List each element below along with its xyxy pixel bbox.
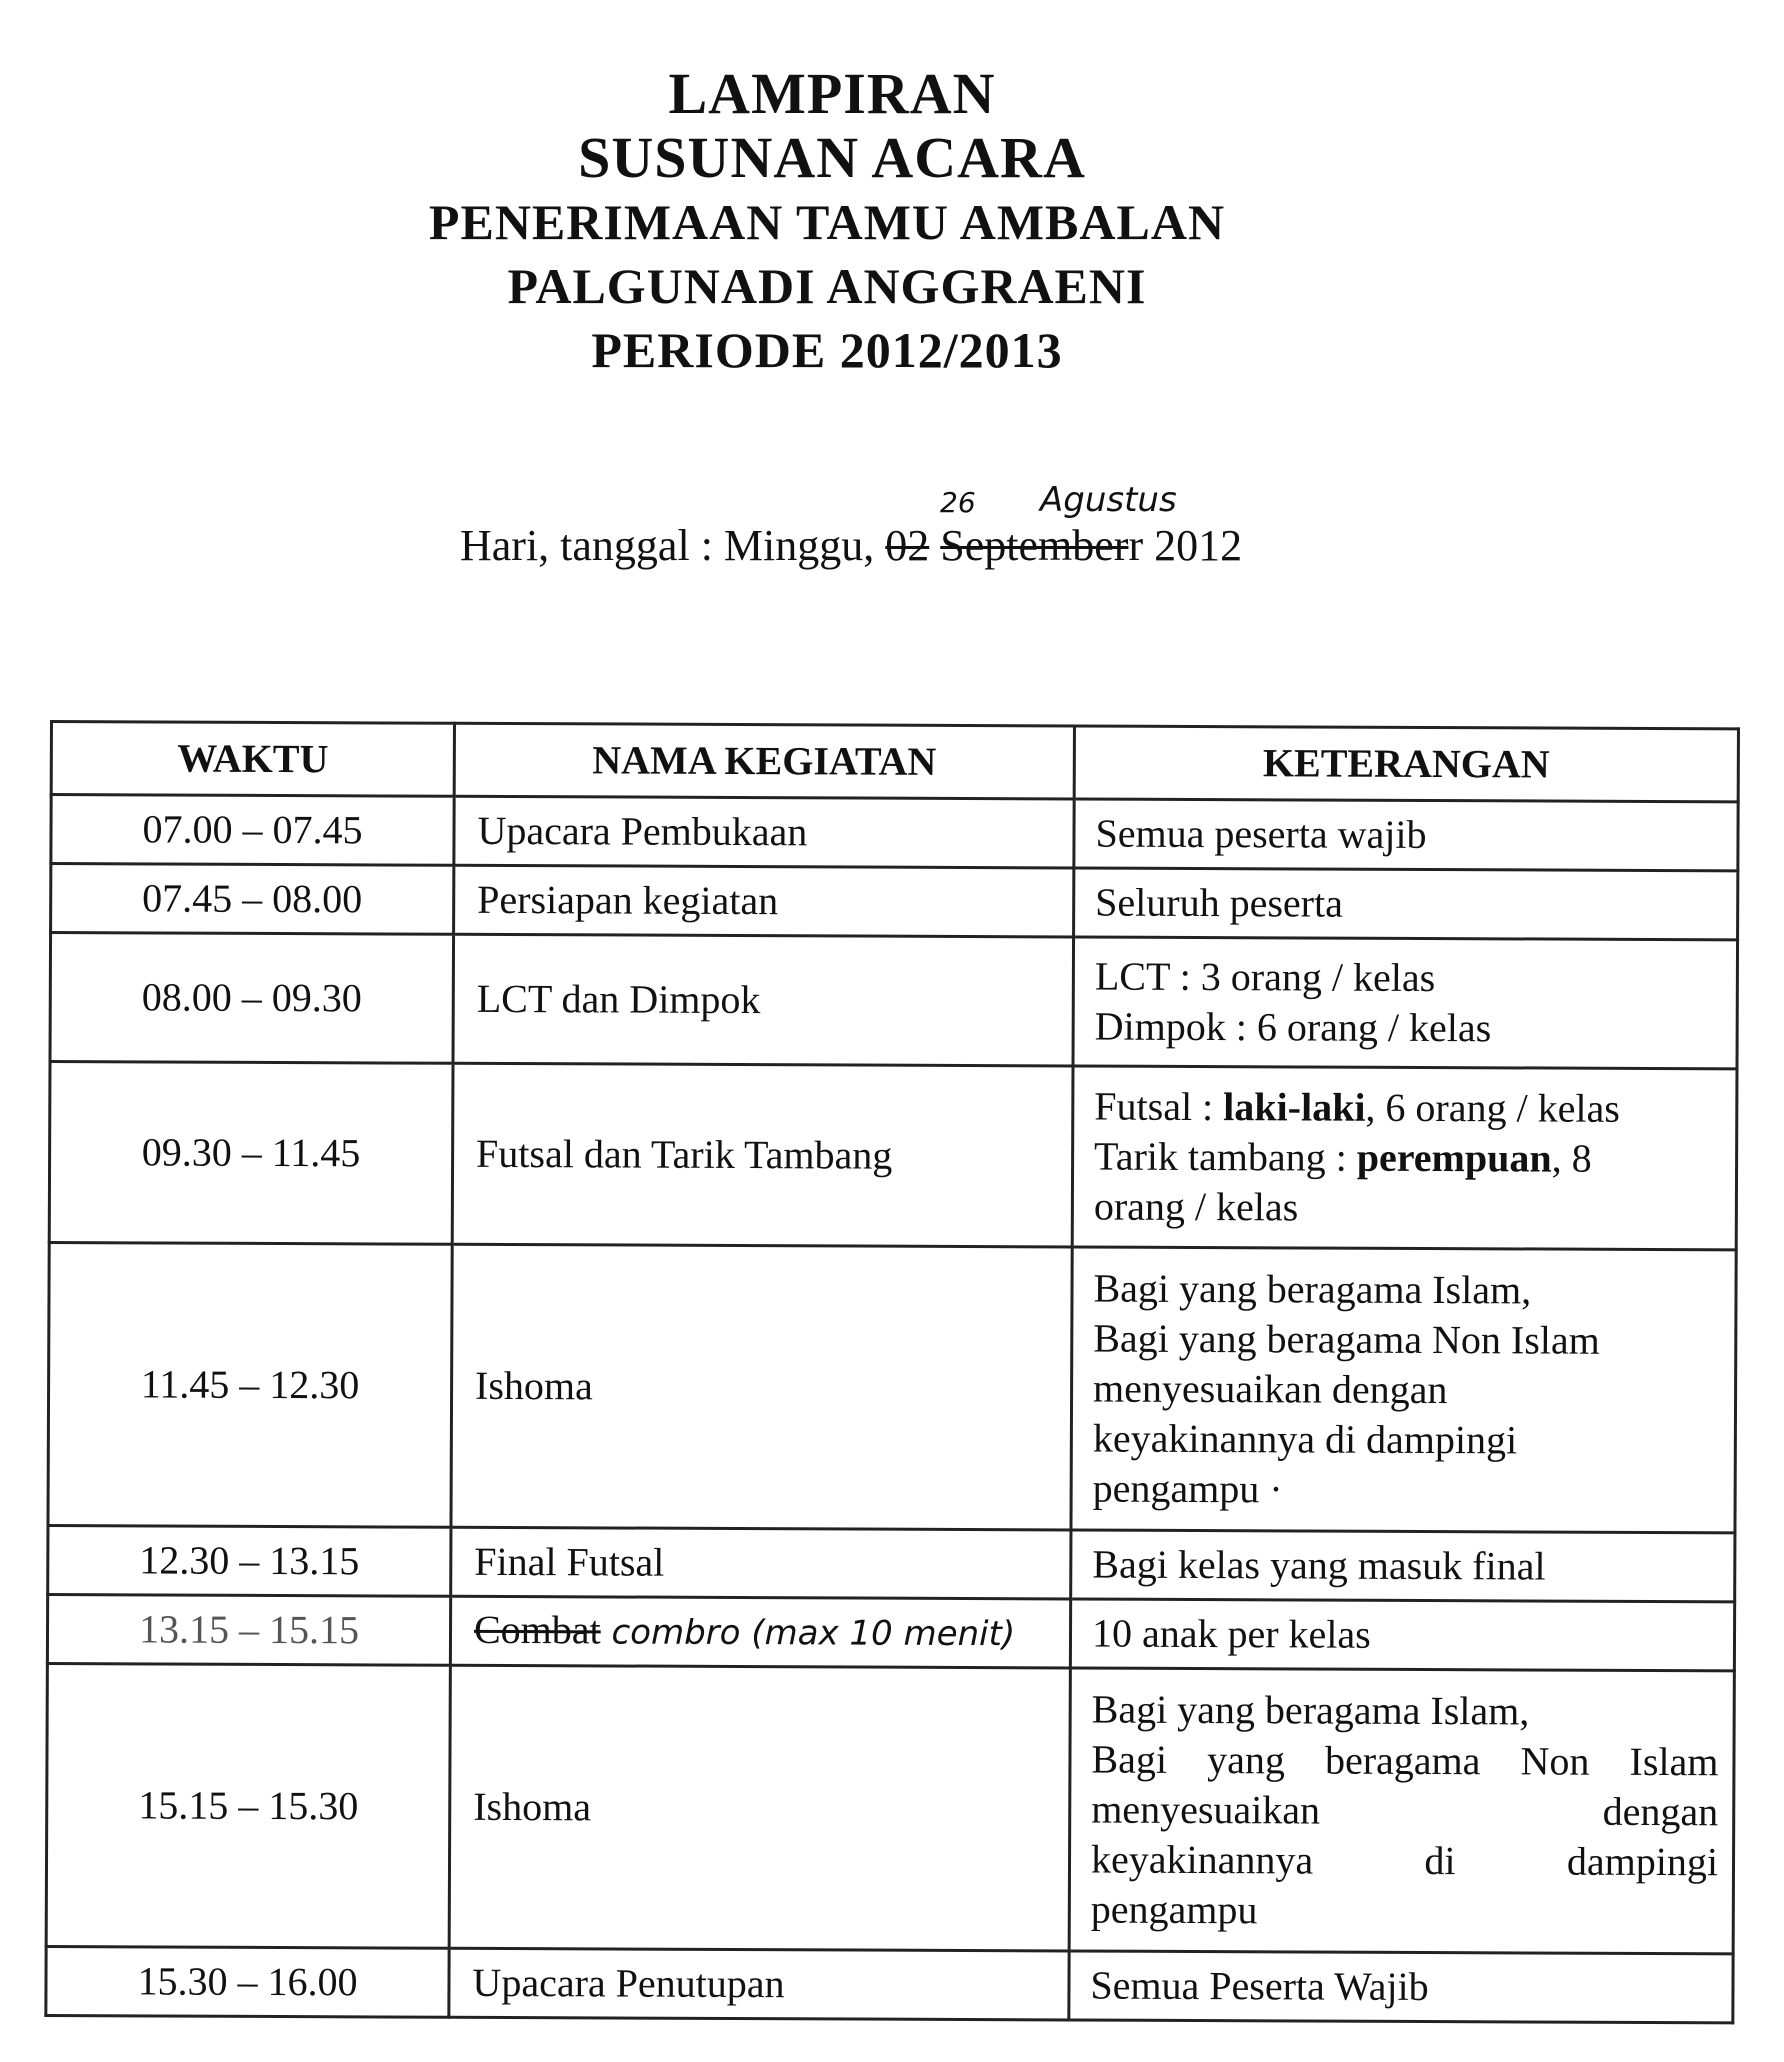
cell-nama: Persiapan kegiatan (454, 865, 1074, 937)
document-title (0, 62, 1784, 382)
cell-nama: Ishoma (451, 1244, 1072, 1530)
title-lampiran: LAMPIRAN (668, 61, 996, 126)
cell-waktu: 09.30 – 11.45 (49, 1062, 453, 1245)
cell-nama: LCT dan Dimpok (453, 934, 1074, 1066)
cell-keterangan (1069, 1951, 1733, 2023)
ket-line: keyakinannya di dampingi (1092, 1415, 1518, 1463)
ket-line: Bagi yang beragama Non Islam (1093, 1315, 1600, 1363)
schedule-table (44, 720, 1740, 2024)
date-year: r 2012 (1128, 521, 1243, 570)
handwritten-day: 26 (940, 486, 976, 519)
table-row (47, 1594, 1734, 1670)
ket-line: orang / kelas (1093, 1183, 1299, 1230)
cell-keterangan (1070, 1599, 1734, 1671)
ket-line: menyesuaikan dengan (1091, 1786, 1719, 1835)
cell-waktu: 13.15 – 15.15 (47, 1594, 450, 1665)
table-header-row (51, 722, 1738, 802)
ket-line: Semua Peserta Wajib (1090, 1962, 1429, 2010)
cell-nama: Final Futsal (451, 1527, 1071, 1599)
ket-line: keyakinannya di dampingi (1090, 1836, 1719, 1885)
cell-keterangan (1069, 1668, 1734, 1954)
header-waktu: WAKTU (51, 722, 454, 797)
date-label: Hari, tanggal : Minggu, (460, 521, 886, 570)
table-row (49, 1062, 1737, 1250)
cell-nama: Upacara Pembukaan (454, 796, 1074, 868)
cell-nama: Futsal dan Tarik Tambang (452, 1063, 1073, 1247)
header-keterangan: KETERANGAN (1074, 726, 1738, 802)
cell-keterangan (1074, 799, 1738, 871)
table-row (48, 1525, 1735, 1601)
ket-text: Futsal : (1094, 1083, 1224, 1130)
title-periode: PERIODE 2012/2013 (591, 322, 1063, 378)
ket-text: , 8 (1551, 1135, 1592, 1181)
handwritten-month: Agustus (1040, 480, 1177, 520)
ket-line: Seluruh peserta (1095, 879, 1344, 926)
cell-keterangan (1071, 1530, 1735, 1602)
title-palgunadi: PALGUNADI ANGGRAENI (507, 258, 1147, 314)
handwritten-activity: combro (max 10 menit) (600, 1612, 1016, 1655)
ket-line: Semua peserta wajib (1095, 810, 1427, 858)
struck-month: September (940, 521, 1129, 570)
ket-line-tarik (1094, 1132, 1721, 1185)
table-row (51, 795, 1738, 871)
cell-keterangan (1073, 937, 1738, 1069)
table-row (51, 864, 1738, 940)
table-row (46, 1946, 1733, 2022)
cell-waktu: 15.15 – 15.30 (46, 1663, 450, 1948)
cell-nama: Ishoma (449, 1665, 1070, 1951)
cell-nama: Upacara Penutupan (449, 1948, 1069, 2020)
ket-line: Bagi kelas yang masuk final (1092, 1541, 1546, 1589)
cell-waktu: 07.45 – 08.00 (51, 864, 454, 935)
header-nama-kegiatan: NAMA KEGIATAN (454, 723, 1074, 799)
cell-keterangan (1072, 1066, 1737, 1250)
cell-keterangan (1071, 1247, 1736, 1533)
ket-text: , 6 orang / kelas (1365, 1084, 1620, 1131)
ket-line: menyesuaikan dengan (1092, 1365, 1448, 1413)
table-row (48, 1243, 1736, 1533)
cell-waktu: 11.45 – 12.30 (48, 1243, 452, 1528)
ket-line: Bagi yang beragama Islam, (1091, 1686, 1530, 1734)
title-susunan-acara: SUSUNAN ACARA (578, 125, 1086, 190)
ket-line: pengampu · (1092, 1465, 1283, 1512)
title-penerimaan: PENERIMAAN TAMU AMBALAN (428, 194, 1226, 250)
ket-bold-text: perempuan (1356, 1134, 1552, 1181)
date-line (460, 520, 1242, 571)
ket-text: Tarik tambang : (1094, 1133, 1357, 1180)
struck-day: 02 (885, 521, 930, 570)
ket-bold-text: laki-laki (1223, 1084, 1366, 1130)
table-row (46, 1663, 1734, 1953)
struck-activity: Combat (473, 1606, 601, 1653)
cell-waktu: 15.30 – 16.00 (46, 1946, 449, 2017)
ket-line: Bagi yang beragama Non Islam (1091, 1736, 1719, 1785)
cell-keterangan (1074, 868, 1738, 940)
ket-line: Bagi yang beragama Islam, (1093, 1265, 1532, 1313)
cell-waktu: 07.00 – 07.45 (51, 795, 454, 866)
ket-line: 10 anak per kelas (1091, 1610, 1371, 1657)
ket-line: pengampu (1090, 1886, 1258, 1933)
cell-nama (450, 1596, 1070, 1668)
cell-waktu: 12.30 – 13.15 (48, 1525, 451, 1596)
ket-line: Dimpok : 6 orang / kelas (1094, 1003, 1492, 1051)
ket-line: LCT : 3 orang / kelas (1094, 953, 1436, 1001)
ket-line-futsal (1094, 1082, 1721, 1135)
cell-waktu: 08.00 – 09.30 (50, 933, 454, 1064)
table-row (50, 933, 1738, 1069)
